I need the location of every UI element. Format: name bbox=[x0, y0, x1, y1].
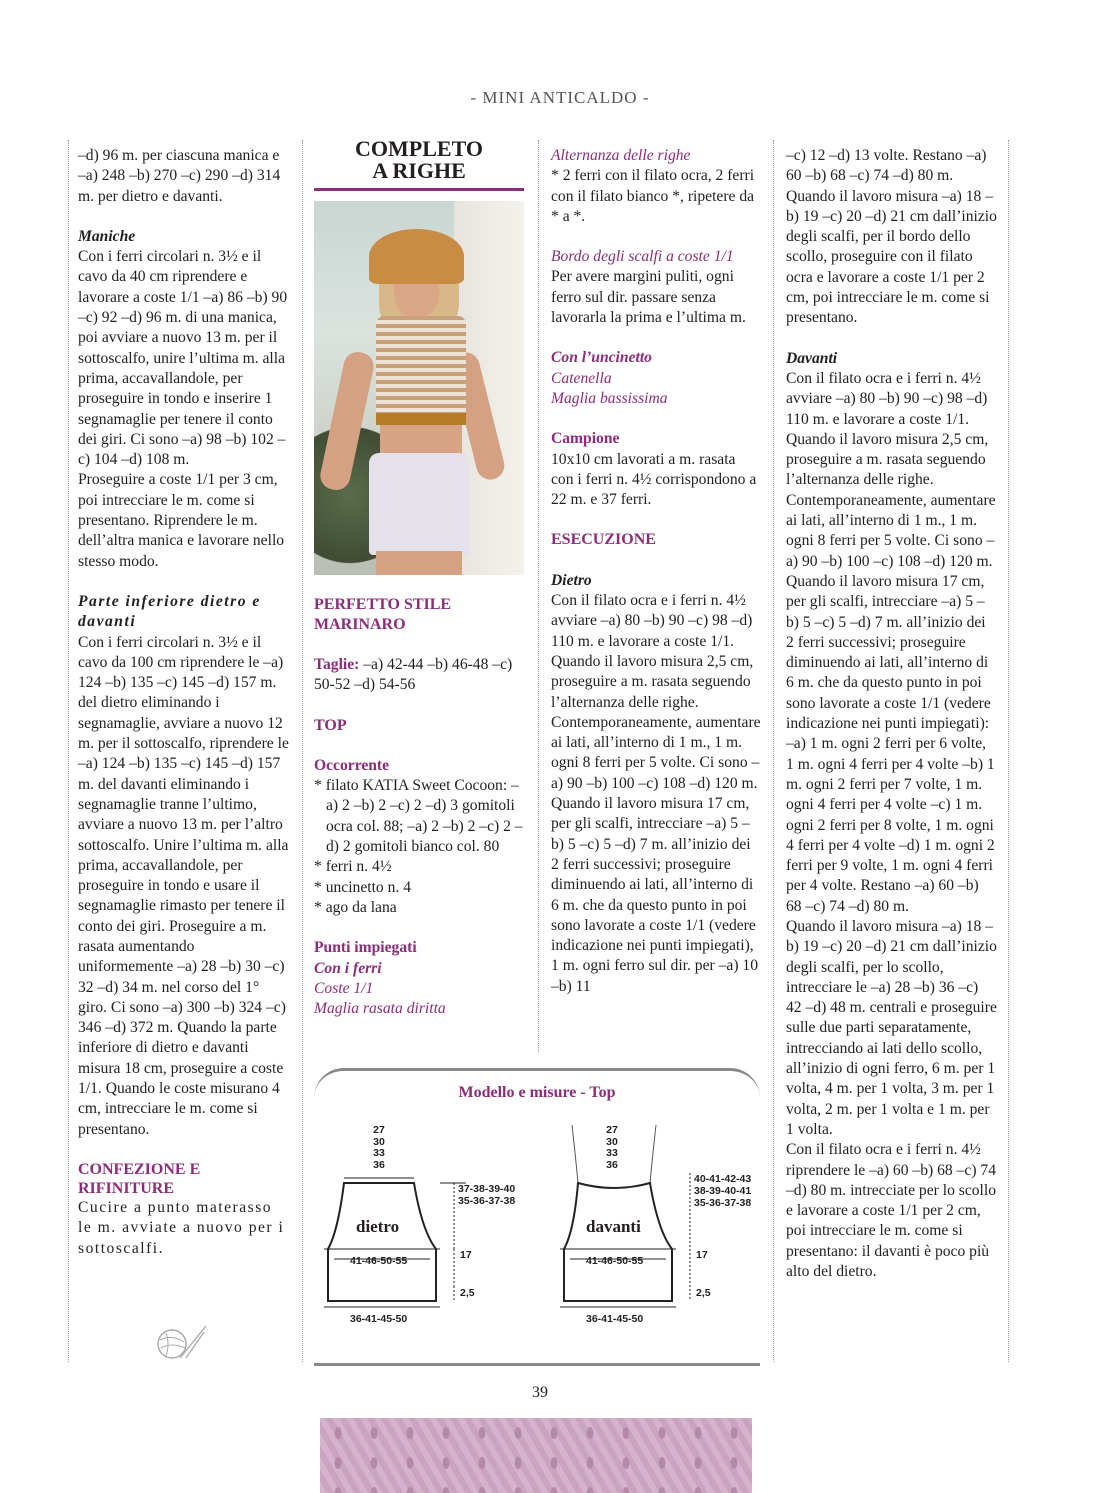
text-paragraph: Per avere margini puliti, ogni ferro sul dir. passare senza lavorarla la prima e l’ultima m. bbox=[551, 268, 746, 327]
section-heading-occorrente: Occorrente bbox=[314, 756, 390, 774]
text-paragraph: 10x10 cm lavorati a m. rasata con i ferri n. 4½ corrispondono a 22 m. e 37 ferri. bbox=[551, 450, 757, 509]
text-paragraph: Quando il lavoro misura 17 cm, per gli scalfi, intrecciare –a) 5 –b) 5 –c) 5 –d) 7 m. all’inizio dei 2 ferri successivi; proseguire diminuendo ai lati, all’interno di 6 m. che da questo punto in poi sono lavorate a coste 1/1 (vedere indicazione nei punti impiegati): bbox=[786, 572, 991, 733]
text-paragraph: Con il filato ocra e i ferri n. 4½ riprendere le –a) 60 –b) 68 –c) 74 –d) 80 m. intrecciate per lo scollo e lavorare a coste 1/1 per 2 cm, poi intrecciare le m. come si presentano: il davanti è poco più alto del dietro. bbox=[786, 1141, 997, 1281]
text-paragraph: Quando il lavoro misura 2,5 cm, proseguire a m. rasata seguendo l’alternanza delle righe. Contemporaneamente, aumentare ai lati, all’interno di 1 m., 1 m. ogni 8 ferri per 5 volte. Ci sono –a) 90 –b) 100 –c) 108 –d) 120 m. bbox=[786, 430, 996, 570]
armhole-height-label: 37-38-39-40 35-36-37-38 bbox=[458, 1183, 516, 1207]
section-heading-punti: Punti impiegati bbox=[314, 939, 417, 957]
rib-height-label: 2,5 bbox=[696, 1287, 711, 1299]
text-paragraph: Quando il lavoro misura 2,5 cm, proseguire a m. rasata seguendo l’alternanza delle righe. Contemporaneamente, aumentare ai lati, all’interno di 1 m., 1 m. ogni 8 ferri per 5 volte. Ci sono –a) 90 –b) 100 –c) 108 –d) 120 m. bbox=[551, 652, 761, 792]
bottom-width-label: 36-41-45-50 bbox=[586, 1313, 644, 1325]
running-header: - MINI ANTICALDO - bbox=[470, 88, 650, 107]
section-heading-esecuzione: ESECUZIONE bbox=[551, 531, 656, 549]
text-paragraph: Con il filato ocra e i ferri n. 4½ avviare –a) 80 –b) 90 –c) 98 –d) 110 m. e lavorare a coste 1/1. bbox=[786, 369, 988, 428]
text-paragraph: Quando il lavoro misura 17 cm, per gli scalfi, intrecciare –a) 5 –b) 5 –c) 5 –d) 7 m. all’inizio dei 2 ferri successivi; proseguire diminuendo ai lati, all’interno di 6 m. che da questo punto in poi sono lavorate a coste 1/1 (vedere indicazione nei punti impiegati), 1 m. ogni ferro sul dir. per –a) 10 –b) 11 bbox=[551, 795, 759, 995]
column-4 bbox=[786, 146, 997, 1282]
materials-item: * ago da lana bbox=[314, 898, 397, 916]
diagram-piece-davanti bbox=[550, 1121, 760, 1341]
body-height-label: 17 bbox=[460, 1249, 472, 1261]
text-paragraph: Quando il lavoro misura –a) 18 –b) 19 –c) 20 –d) 21 cm dall’inizio degli scalfi, per lo scollo, intrecciare le –a) 28 –b) 36 –c) 42 –d) 48 m. centrali e proseguire sulle due parti separatamente, intrecciando ai lati dello scollo, all’inizio di ogni ferro, 6 m. per 1 volta, 4 m. per 1 volta, 3 m. per 1 volta, 2 m. per 1 volta e 1 m. per 1 volta. bbox=[786, 917, 997, 1138]
bottom-width-label: 36-41-45-50 bbox=[350, 1313, 408, 1325]
article-title: COMPLETO A RIGHE bbox=[314, 138, 524, 191]
diagram-piece-dietro bbox=[314, 1121, 534, 1341]
column-divider bbox=[302, 140, 303, 1362]
sizes-value: –a) 42-44 –b) 46-48 –c) 50-52 –d) 54-56 bbox=[314, 656, 513, 694]
text-paragraph: Con i ferri circolari n. 3½ e il cavo da 40 cm riprendere e lavorare a coste 1/1 –a) 86 –b) 90 –c) 92 –d) 96 m. di una manica, poi avviare a nuovo 13 m. per il sottoscalfo, unire l’ultima m. alla prima, accavallandole, per proseguire in tondo e inserire 1 segnamaglie per tenere il conto dei giri. Ci sono –a) 98 –b) 102 –c) 104 –d) 108 m. bbox=[78, 248, 288, 469]
stitch-heading-alternanza: Alternanza delle righe bbox=[551, 147, 691, 164]
top-width-label: 30 bbox=[373, 1135, 385, 1148]
rib-height-label: 2,5 bbox=[460, 1287, 475, 1299]
column-divider bbox=[773, 140, 774, 1362]
top-width-label: 27 bbox=[606, 1124, 618, 1136]
column-divider bbox=[68, 140, 69, 1362]
stitch-item: Maglia rasata diritta bbox=[314, 1000, 446, 1018]
body-height-label: 17 bbox=[696, 1249, 708, 1261]
stitch-item: Coste 1/1 bbox=[314, 979, 374, 997]
stitch-item: Catenella bbox=[551, 369, 612, 387]
stitch-item: Maglia bassissima bbox=[551, 389, 668, 407]
section-heading-parte-inferiore: Parte inferiore dietro e davanti bbox=[78, 592, 261, 631]
column-2 bbox=[314, 136, 524, 1019]
model-photo bbox=[314, 201, 524, 575]
piece-name: davanti bbox=[586, 1217, 641, 1236]
top-width-label: 36 bbox=[606, 1158, 618, 1171]
top-width-label: 27 bbox=[373, 1124, 385, 1136]
stitch-subheading: Con i ferri bbox=[314, 959, 382, 977]
mid-width-label: 41-46-50-55 bbox=[350, 1255, 408, 1267]
text-paragraph: –c) 12 –d) 13 volte. Restano –a) 60 –b) 68 –c) 74 –d) 80 m. Quando il lavoro misura –a) 18 –b) 19 –c) 20 –d) 21 cm dall’inizio degli scalfi, per il bordo dello scollo, proseguire con il filato ocra e lavorare a coste 1/1 per 2 cm, poi intrecciare le m. come si presentano. bbox=[786, 147, 997, 327]
materials-item: * filato KATIA Sweet Cocoon: –a) 2 –b) 2 –c) 2 –d) 3 gomitoli ocra col. 88; –a) 2 –b) 2 –c) 2 –d) 2 gomitoli bianco col. 80 bbox=[314, 777, 523, 856]
text-paragraph: –a) 1 m. ogni 2 ferri per 6 volte, 1 m. ogni 4 ferri per 4 volte –b) 1 m. ogni 2 ferri per 7 volte, 1 m. ogni 4 ferri per 4 volte –c) 1 m. ogni 2 ferri per 8 volte, 1 m. ogni 4 ferri per 4 volte –d) 1 m. ogni 2 ferri per 9 volte, 1 m. ogni 4 ferri per 4 volte. Restano –a) 60 –b) 68 –c) 74 –d) 80 m. bbox=[786, 735, 995, 915]
yarn-ball-logo-icon bbox=[150, 1320, 208, 1362]
text-paragraph: Con il filato ocra e i ferri n. 4½ avviare –a) 80 –b) 90 –c) 98 –d) 110 m. e lavorare a coste 1/1. bbox=[551, 592, 753, 650]
davanti-outline bbox=[550, 1121, 760, 1341]
top-width-label: 33 bbox=[606, 1147, 618, 1159]
stitch-heading-uncinetto: Con l’uncinetto bbox=[551, 349, 652, 367]
sizes-line bbox=[314, 655, 524, 696]
column-divider bbox=[538, 140, 539, 1052]
section-heading-davanti: Davanti bbox=[786, 349, 838, 367]
piece-name: dietro bbox=[356, 1217, 400, 1236]
section-heading-dietro: Dietro bbox=[551, 571, 592, 589]
section-heading-confezione: CONFEZIONE E RIFINITURE bbox=[78, 1160, 201, 1197]
top-width-label: 30 bbox=[606, 1135, 618, 1148]
top-width-label: 33 bbox=[373, 1147, 385, 1159]
mid-width-label: 41-46-50-55 bbox=[586, 1255, 644, 1267]
diagram-title: Modello e misure - Top bbox=[458, 1084, 616, 1101]
knit-texture-band bbox=[320, 1418, 752, 1493]
stitch-heading-bordo: Bordo degli scalfi a coste 1/1 bbox=[551, 248, 734, 266]
page-number: 39 bbox=[532, 1384, 548, 1401]
sizes-label: Taglie: bbox=[314, 656, 360, 673]
schematic-diagram bbox=[314, 1068, 760, 1366]
text-paragraph: * 2 ferri con il filato ocra, 2 ferri con il filato bianco *, ripetere da * a *. bbox=[551, 167, 755, 225]
section-heading-top: TOP bbox=[314, 716, 347, 734]
text-paragraph: –d) 96 m. per ciascuna manica e –a) 248 –b) 270 –c) 290 –d) 314 m. per dietro e davanti. bbox=[78, 147, 281, 205]
armhole-height-label: 40-41-42-43 38-39-40-41 35-36-37-38 bbox=[694, 1173, 752, 1209]
dietro-outline bbox=[314, 1121, 534, 1341]
column-1 bbox=[78, 146, 289, 1259]
top-width-label: 36 bbox=[373, 1158, 385, 1171]
column-3 bbox=[551, 146, 761, 997]
section-heading-maniche: Maniche bbox=[78, 227, 136, 245]
materials-item: * ferri n. 4½ bbox=[314, 858, 392, 876]
subtitle: PERFETTO STILE MARINARO bbox=[314, 596, 452, 633]
materials-item: * uncinetto n. 4 bbox=[314, 878, 412, 896]
text-paragraph: Con i ferri circolari n. 3½ e il cavo da 100 cm riprendere le –a) 124 –b) 135 –c) 145 –d) 157 m. del dietro eliminando i segnamaglie, avviare a nuovo 12 m. per il sottoscalfo, riprendere le –a) 124 –b) 135 –c) 145 –d) 157 m. del davanti eliminando i segnamaglie tranne l’ultimo, avviare a nuovo 13 m. per l’altro sottoscalfo. Unire l’ultima m. alla prima, accavallandole, per proseguire in tondo e usare il segnamaglie rimasto per tenere il conto dei giri. Proseguire a m. rasata aumentando uniformemente –a) 28 –b) 30 –c) 32 –d) 34 m. nel corso del 1° giro. Ci sono –a) 300 –b) 324 –c) 346 –d) 372 m. Quando la parte inferiore di dietro e davanti misura 18 cm, proseguire a coste 1/1. Quando le coste misurano 4 cm, intrecciare le m. come si presentano. bbox=[78, 633, 289, 1138]
section-heading-campione: Campione bbox=[551, 430, 620, 448]
text-paragraph: Proseguire a coste 1/1 per 3 cm, poi intrecciare le m. come si presentano. Riprendere le m. dell’altra manica e lavorare nello stesso modo. bbox=[78, 471, 285, 570]
text-paragraph: Cucire a punto materasso le m. avviate a nuovo per i sottoscalfi. bbox=[78, 1198, 285, 1257]
column-divider bbox=[1008, 140, 1009, 1362]
